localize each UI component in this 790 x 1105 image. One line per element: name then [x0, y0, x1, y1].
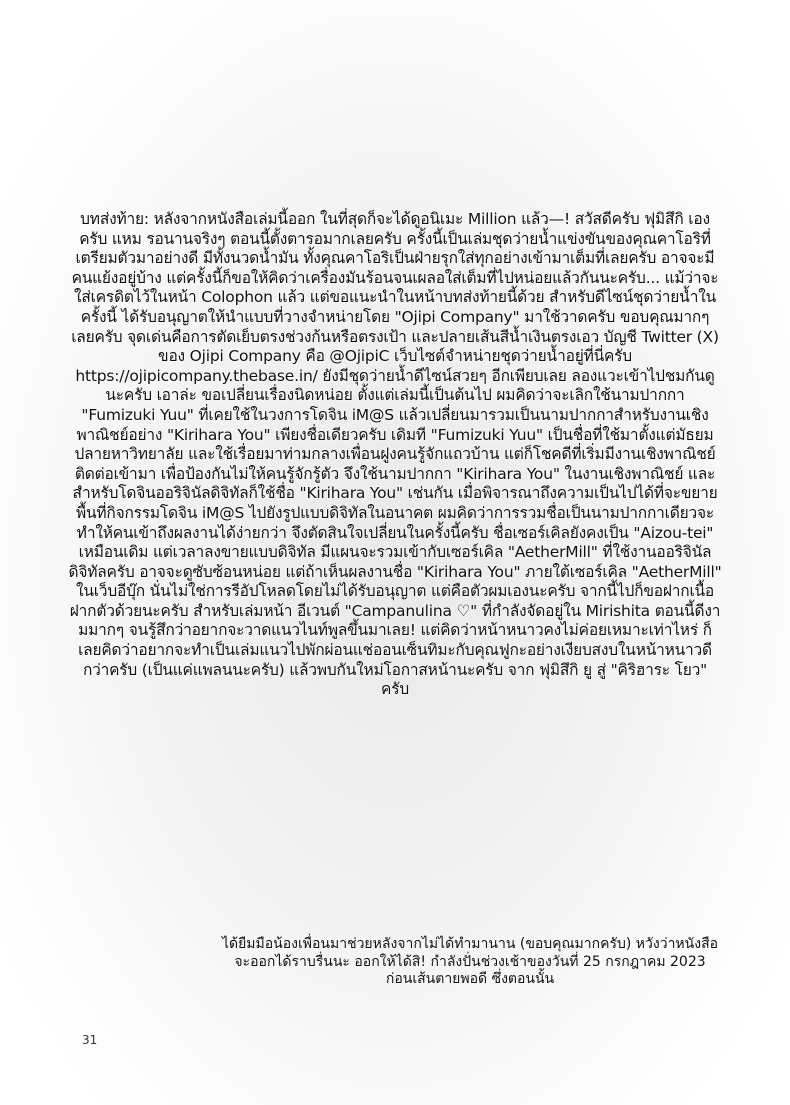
page-number: 31 — [82, 1033, 98, 1047]
afterword-text: บทส่งท้าย: หลังจากหนังสือเล่มนี้ออก ในที่สุดก็จะได้ดูอนิเมะ Million แล้ว—! สวัสดีครับ ฟุมิสึกิ เองครับ แหม รอนานจริงๆ ตอนนี้ตั้งตารอมากเลยครับ ครั้งนี้เป็นเล่มชุดว่ายน้ำแข่งขันของคุณคาโอริที่เตรียมตัวมาอย่างดี มีทั้งนวดน้ำมัน ทั้งคุณคาโอริเป็นฝ่ายรุกใส่ทุกอย่างเข้ามาเต็มที่เลยครับ อาจจะมีคนแย้งอยู่บ้าง แต่ครั้งนี้ก็ขอให้คิดว่าเครื่องมันร้อนจนเผลอใส่เต็มที่ไปหน่อยแล้วกันนะครับ... แม้ว่าจะใส่เครดิตไว้ในหน้า Colophon แล้ว แต่ขอแนะนำในหน้าบทส่งท้ายนี้ด้วย สำหรับดีไซน์ชุดว่ายน้ำในครั้งนี้ ได้รับอนุญาตให้นำแบบที่วางจำหน่ายโดย "Ojipi Company" มาใช้วาดครับ ขอบคุณมากๆ เลยครับ จุดเด่นคือการตัดเย็บตรงช่วงก้นหรือตรงเป้า และปลายเส้นสีน้ำเงินตรงเอว บัญชี Twitter (X) ของ Ojipi Company คือ @OjipiC เว็บไซต์จำหน่ายชุดว่ายน้ำอยู่ที่นี่ครับ https://ojipicompany.thebase.in/ ยังมีชุดว่ายน้ำดีไซน์สวยๆ อีกเพียบเลย ลองแวะเข้าไปชมกันดูนะครับ เอาล่ะ ขอเปลี่ยนเรื่องนิดหน่อย ตั้งแต่เล่มนี้เป็นต้นไป ผมคิดว่าจะเลิกใช้นามปากกา "Fumizuki Yuu" ที่เคยใช้ในวงการโดจิน iM@S แล้วเปลี่ยนมารวมเป็นนามปากกาสำหรับงานเชิงพาณิชย์อย่าง "Kirihara You" เพียงชื่อเดียวครับ เดิมที "Fumizuki Yuu" เป็นชื่อที่ใช้มาตั้งแต่มัธยมปลายหาวิทยาลัย และใช้เรื่อยมาท่ามกลางเพื่อนฝูงคนรู้จักแถวบ้าน แต่ก็โชคดีที่เริ่มมีงานเชิงพาณิชย์ติดต่อเข้ามา เพื่อป้องกันไม่ให้คนรู้จักรู้ตัว จึงใช้นามปากกา "Kirihara You" ในงานเชิงพาณิชย์ และสำหรับโดจินออริจินัลดิจิทัลก็ใช้ชื่อ "Kirihara You" เช่นกัน เมื่อพิจารณาถึงความเป็นไปได้ที่จะขยายพื้นที่กิจกรรมโดจิน iM@S ไปยังรูปแบบดิจิทัลในอนาคต ผมคิดว่าการรวมชื่อเป็นนามปากกาเดียวจะทำให้คนเข้าถึงผลงานได้ง่ายกว่า จึงตัดสินใจเปลี่ยนในครั้งนี้ครับ ชื่อเซอร์เคิลยังคงเป็น "Aizou-tei" เหมือนเดิม แต่เวลาลงขายแบบดิจิทัล มีแผนจะรวมเข้ากับเซอร์เคิล "AetherMill" ที่ใช้งานออริจินัลดิจิทัลครับ อาจจะดูซับซ้อนหน่อย แต่ถ้าเห็นผลงานชื่อ "Kirihara You" ภายใต้เซอร์เคิล "AetherMill" ในเว็บอีบุ๊ก นั่นไม่ใช่การรีอัปโหลดโดยไม่ได้รับอนุญาต แต่คือตัวผมเองนะครับ จากนี้ไปก็ขอฝากเนื้อฝากตัวด้วยนะครับ สำหรับเล่มหน้า อีเวนต์ "Campanulina ♡" ที่กำลังจัดอยู่ใน Mirishita ตอนนี้ดีงามมากๆ จนรู้สึกว่าอยากจะวาดแนวไนท์พูลขึ้นมาเลย! แต่คิดว่าหน้าหนาวคงไม่ค่อยเหมาะเท่าไหร่ ก็เลยคิดว่าอยากจะทำเป็นเล่มแนวไปพักผ่อนแช่ออนเซ็นทิมะกับคุณฟูกะอย่างเงียบสงบในหน้าหนาวดีกว่าครับ (เป็นแค่แพลนนะครับ) แล้วพบกันใหม่โอกาสหน้านะครับ จาก ฟุมิสึกิ ยู สู่ "คิริฮาระ โยว" ครับ — [68, 210, 722, 699]
credit-note: ได้ยืมมือน้องเพื่อนมาช่วยหลังจากไม่ได้ทำมานาน (ขอบคุณมากครับ) หวังว่าหนังสือจะออกได้ราบรื่นนะ ออกให้ได้สิ! กำลังปั่นช่วงเช้าของวันที่ 25 กรกฎาคม 2023 ก่อนเส้นตายพอดี ซึ่งตอนนั้น — [221, 936, 719, 987]
